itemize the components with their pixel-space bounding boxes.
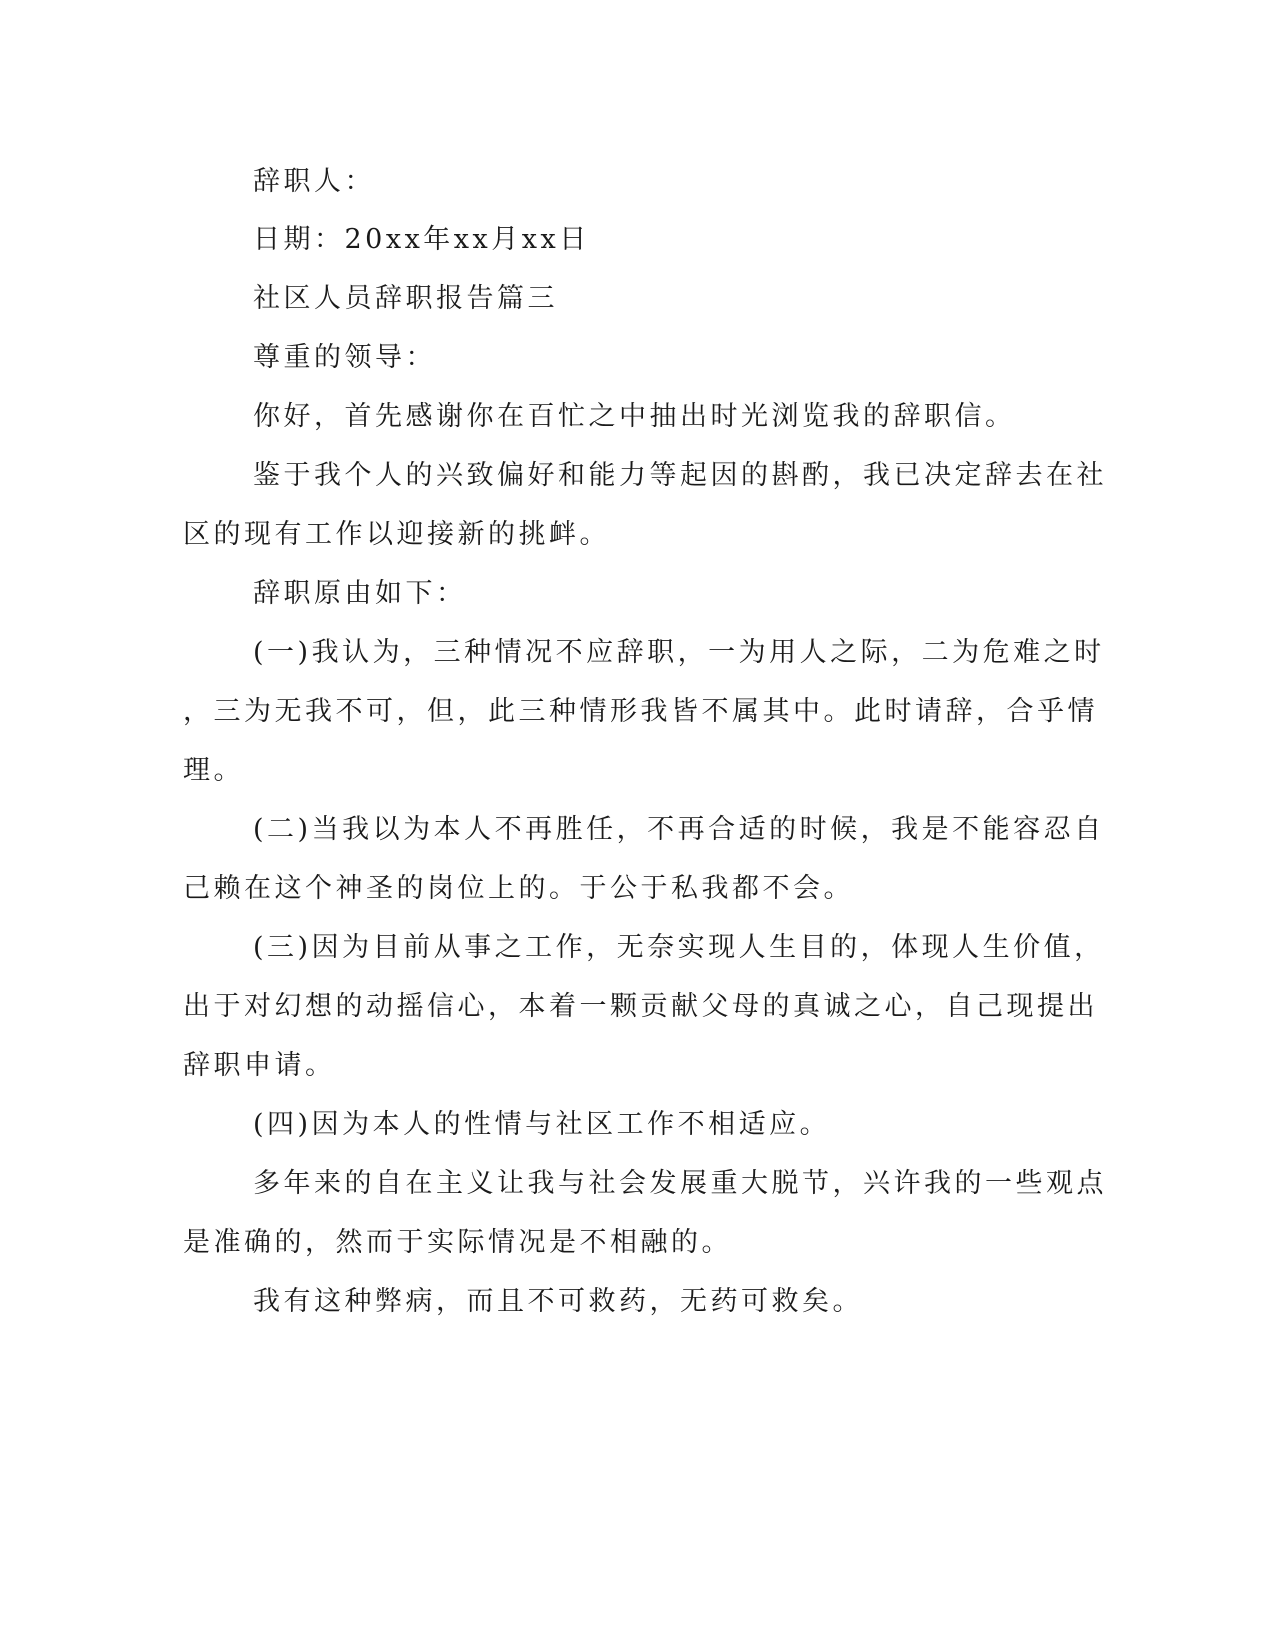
paragraph-line: 辞职申请。 bbox=[183, 1050, 336, 1081]
paragraph-line: 辞职原由如下： bbox=[253, 578, 467, 609]
paragraph-line: 出于对幻想的动摇信心，本着一颗贡献父母的真诚之心，自己现提出 bbox=[183, 991, 1098, 1022]
paragraph-line: 是准确的，然而于实际情况是不相融的。 bbox=[183, 1227, 732, 1258]
paragraph-line: 我有这种弊病，而且不可救药，无药可救矣。 bbox=[253, 1286, 863, 1317]
section-title: 社区人员辞职报告篇三 bbox=[253, 283, 558, 314]
paragraph-line: 己赖在这个神圣的岗位上的。于公于私我都不会。 bbox=[183, 873, 854, 904]
paragraph-line: ，三为无我不可，但，此三种情形我皆不属其中。此时请辞，合乎情 bbox=[183, 696, 1098, 727]
date-line: 日期：20xx年xx月xx日 bbox=[253, 224, 590, 255]
paragraph-line: 区的现有工作以迎接新的挑衅。 bbox=[183, 519, 610, 550]
paragraph-line: 鉴于我个人的兴致偏好和能力等起因的斟酌，我已决定辞去在社 bbox=[253, 460, 1107, 491]
paragraph-line: 你好，首先感谢你在百忙之中抽出时光浏览我的辞职信。 bbox=[253, 401, 1016, 432]
salutation: 尊重的领导： bbox=[253, 342, 436, 373]
paragraph-line: (四)因为本人的性情与社区工作不相适应。 bbox=[253, 1109, 831, 1140]
paragraph-line: (三)因为目前从事之工作，无奈实现人生目的，体现人生价值， bbox=[253, 932, 1105, 963]
paragraph-line: (二)当我以为本人不再胜任，不再合适的时候，我是不能容忍自 bbox=[253, 814, 1105, 845]
paragraph-line: (一)我认为，三种情况不应辞职，一为用人之际，二为危难之时 bbox=[253, 637, 1105, 668]
resigner-line: 辞职人： bbox=[253, 166, 375, 197]
paragraph-line: 理。 bbox=[183, 755, 244, 786]
paragraph-line: 多年来的自在主义让我与社会发展重大脱节，兴许我的一些观点 bbox=[253, 1168, 1107, 1199]
